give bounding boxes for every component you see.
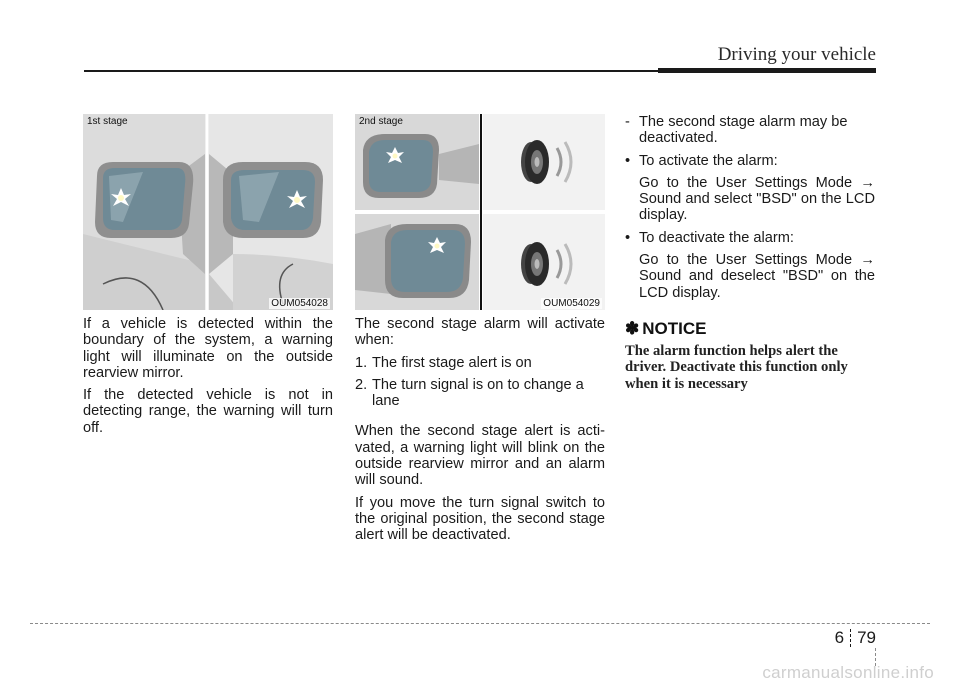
- notice-title: NOTICE: [642, 318, 707, 338]
- column-1: [83, 114, 333, 436]
- list-number: 2.: [355, 376, 368, 393]
- paragraph: If a vehicle is detected within the boundary of the system, a warning light will illuminate on the outside rearview mirror.: [83, 316, 333, 381]
- chapter-number: 6: [834, 628, 845, 647]
- bullet-icon: •: [625, 229, 631, 246]
- footer-rule: [30, 623, 930, 624]
- mirror-illustration-pair: [83, 114, 333, 310]
- bullet-item: [625, 153, 875, 169]
- bullet-icon: •: [625, 152, 631, 169]
- paragraph: If the detected vehicle is not in detecting range, the warning will turn off.: [83, 387, 333, 436]
- notice-body: The alarm function helps alert the driver. Deactivate this function only when it is necessary: [625, 342, 848, 392]
- figure-stage-label: 1st stage: [87, 116, 128, 127]
- left-mirror: [95, 162, 193, 238]
- figure-2nd-stage: [355, 114, 605, 310]
- notice-star-icon: ✽: [625, 318, 640, 338]
- watermark: carmanualsonline.info: [762, 663, 934, 682]
- bullet-item: [625, 230, 875, 246]
- right-mirror: [223, 162, 323, 238]
- header-rule: [84, 70, 876, 72]
- list-number: 1.: [355, 354, 368, 371]
- figure-code: OUM054029: [543, 298, 600, 309]
- dash-item: - The second stage alarm may be deactivated.: [625, 114, 875, 147]
- notice-heading: [625, 319, 875, 339]
- paragraph: The second stage alarm will activate when:: [355, 316, 605, 349]
- page-index: 79: [857, 628, 876, 647]
- list-item: [355, 355, 605, 371]
- list-text: The first stage alert is on: [372, 354, 532, 371]
- column-3: [625, 114, 875, 392]
- figure-code: OUM054028: [271, 298, 328, 309]
- bullet-text: To deactivate the alarm:: [639, 229, 794, 246]
- figure-1st-stage: [83, 114, 333, 310]
- bullet-detail: Go to the User Settings Mode → Sound and deselect "BSD" on the LCD display.: [639, 252, 875, 301]
- list-text: The turn signal is on to change a lane: [372, 376, 584, 410]
- column-2: [355, 114, 605, 544]
- page-number: [835, 628, 876, 648]
- paragraph: When the second stage alert is acti- vated, a warning light will blink on the outside rearview mirror and an alarm will sound.: [355, 423, 605, 489]
- mirror-speaker-illustration: [355, 114, 605, 310]
- bullet-detail: Go to the User Settings Mode → Sound and select "BSD" on the LCD display.: [639, 174, 875, 224]
- section-title: Driving your vehicle: [717, 44, 876, 65]
- figure-stage-label: 2nd stage: [359, 116, 403, 127]
- paragraph: If you move the turn signal switch to the original position, the second stage alert will be deactivated.: [355, 494, 605, 544]
- bullet-text: To activate the alarm:: [639, 152, 778, 169]
- list-item: [355, 377, 605, 410]
- dash-item-text: The second stage alarm may be deactivated.: [639, 114, 848, 147]
